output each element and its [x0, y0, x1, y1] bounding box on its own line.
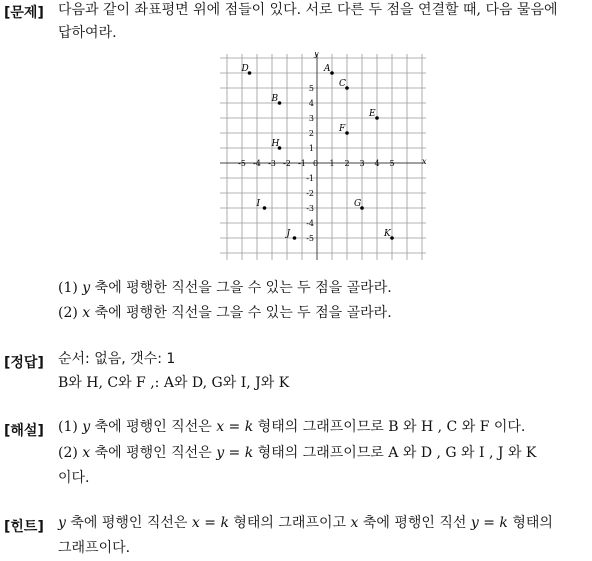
y-tick-label: -1 [306, 174, 314, 183]
x-tick-label: -4 [253, 159, 261, 168]
hint-label: [힌트] [4, 519, 44, 535]
point-label-j: J [286, 229, 291, 239]
question-1: (1) y 축에 평행한 직선을 그을 수 있는 두 점을 골라라. [58, 280, 392, 296]
question-2: (2) x 축에 평행한 직선을 그을 수 있는 두 점을 골라라. [58, 305, 392, 321]
x-axis-label: x [422, 157, 427, 166]
point-label-g: G [354, 199, 362, 209]
solution-line-2: (2) x 축에 평행인 직선은 y = k 형태의 그래프이므로 A 와 D , G 와 I , J 와 K [58, 445, 537, 461]
point-label-e: E [369, 109, 376, 119]
answer-line-2: B와 H, C와 F ,: A와 D, G와 I, J와 K [58, 375, 290, 391]
x-tick-label: 2 [344, 159, 350, 168]
problem-line-2: 답하여라. [58, 25, 117, 41]
solution-line-3: 이다. [58, 470, 90, 486]
answer-label: [정답] [4, 355, 44, 371]
x-tick-label: -3 [268, 159, 276, 168]
y-tick-label: 4 [308, 99, 314, 108]
point-label-k: K [384, 229, 391, 239]
problem-label: [문제] [4, 5, 44, 21]
x-tick-label: 1 [329, 159, 335, 168]
y-tick-label: 2 [308, 129, 314, 138]
x-tick-label: 4 [374, 159, 380, 168]
problem-line-1: 다음과 같이 좌표평면 위에 점들이 있다. 서로 다른 두 점을 연결할 때, 다음 물음에 [58, 2, 558, 18]
point-label-a: A [324, 64, 331, 74]
origin-label: 0 [313, 159, 319, 168]
hint-line-2: 그래프이다. [58, 540, 131, 556]
point-label-c: C [339, 79, 346, 89]
point-a [330, 71, 334, 75]
hint-line-1: y 축에 평행인 직선은 x = k 형태의 그래프이고 x 축에 평행인 직선 y = k 형태의 [58, 515, 553, 531]
x-tick-label: -2 [283, 159, 291, 168]
point-i [263, 206, 267, 210]
y-tick-label: 1 [308, 144, 314, 153]
y-tick-label: -3 [306, 204, 314, 213]
point-label-i: I [256, 199, 261, 209]
solution-line-1: (1) y 축에 평행인 직선은 x = k 형태의 그래프이므로 B 와 H , C 와 F 이다. [58, 419, 526, 435]
point-label-h: H [271, 139, 280, 149]
solution-label: [해설] [4, 423, 44, 439]
y-tick-label: -2 [306, 189, 314, 198]
point-label-d: D [241, 64, 249, 74]
y-tick-label: 5 [308, 84, 314, 93]
coordinate-plane [218, 52, 428, 262]
x-tick-label: 3 [359, 159, 365, 168]
y-tick-label: -4 [306, 219, 314, 228]
answer-line-1: 순서: 없음, 갯수: 1 [58, 351, 176, 367]
point-k [390, 236, 394, 240]
point-b [278, 101, 282, 105]
x-tick-label: 5 [389, 159, 395, 168]
x-tick-label: -1 [298, 159, 306, 168]
point-f [345, 131, 349, 135]
point-e [375, 116, 379, 120]
y-tick-label: 3 [308, 114, 314, 123]
point-label-f: F [339, 124, 346, 134]
y-axis-label: y [314, 52, 319, 58]
point-j [293, 236, 297, 240]
x-tick-label: -5 [238, 159, 246, 168]
y-tick-label: -5 [306, 234, 314, 243]
point-label-b: B [271, 94, 279, 104]
